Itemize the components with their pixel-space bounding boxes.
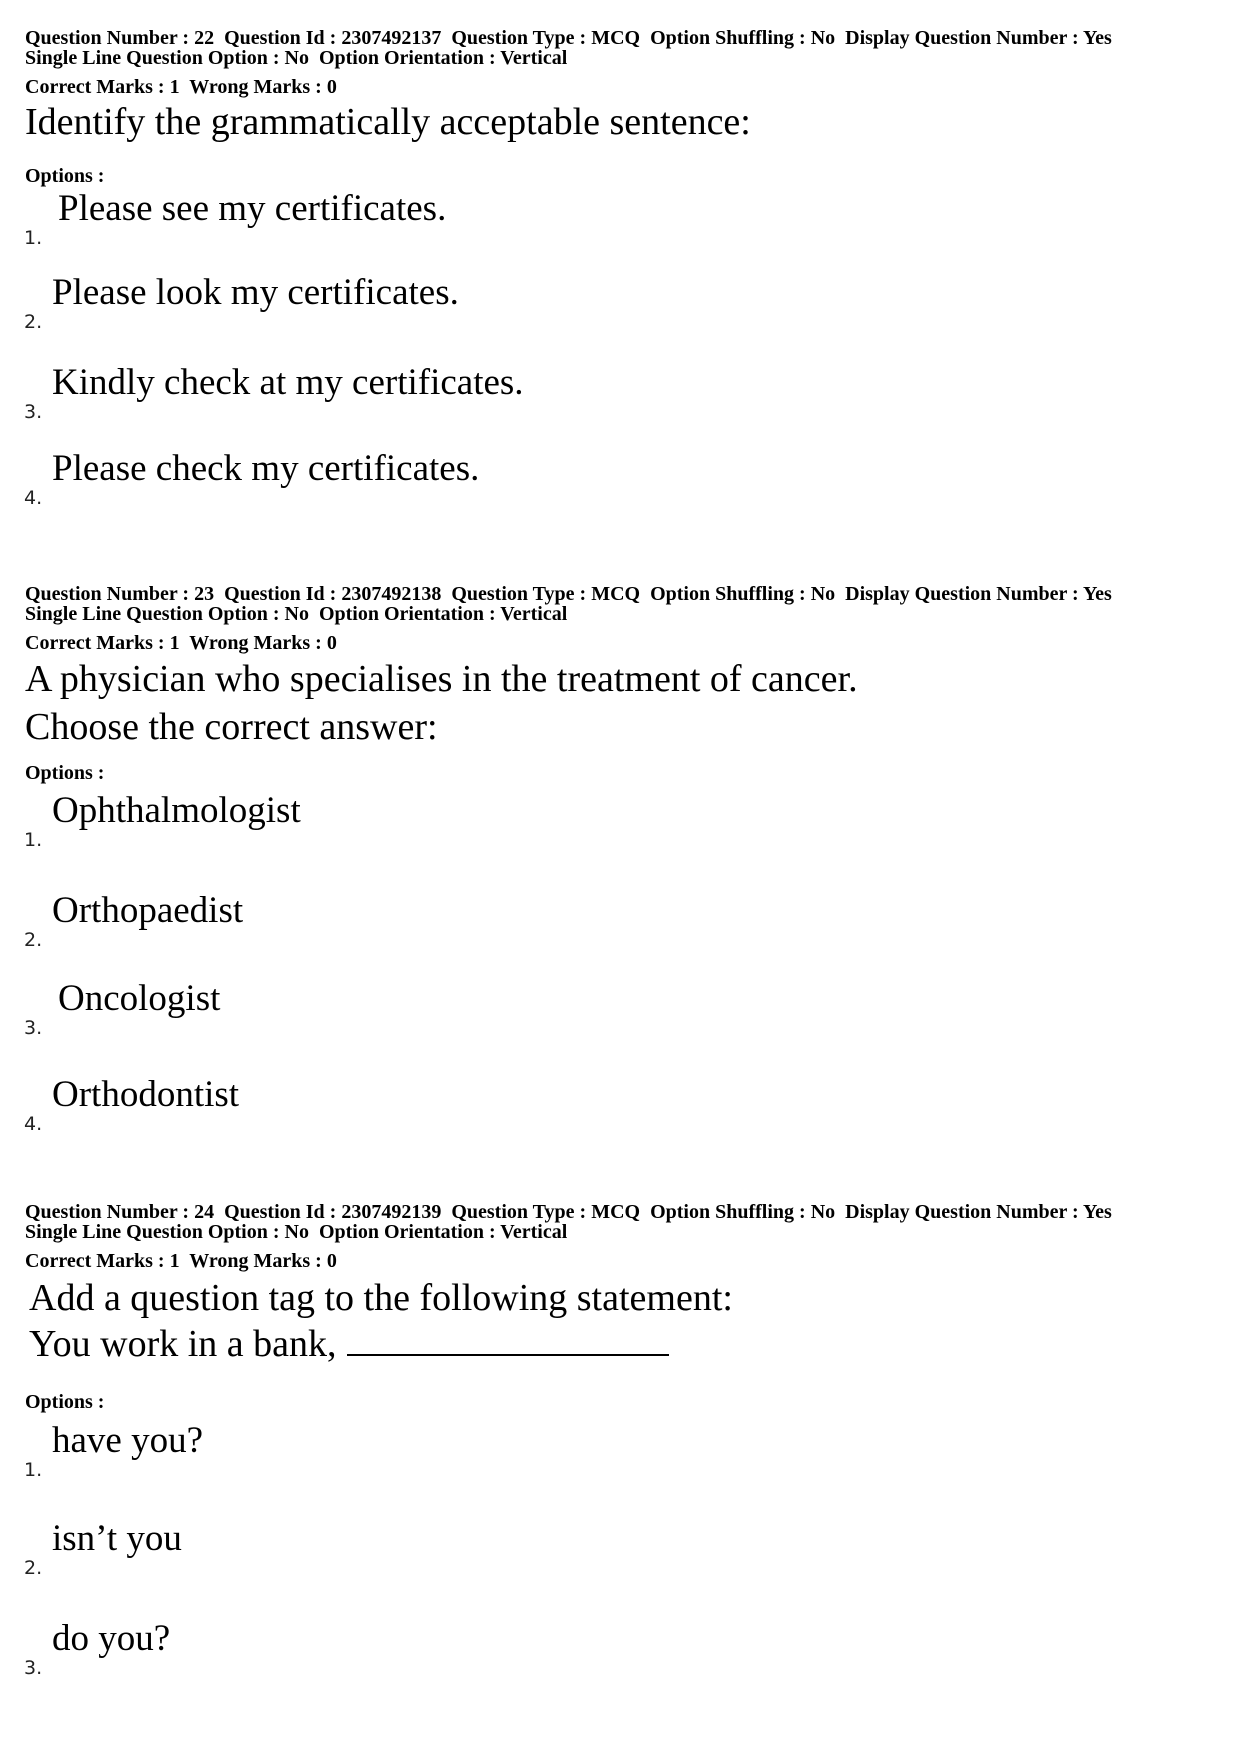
display-question-number: Yes	[1082, 583, 1112, 605]
question-stem-text: You work in a bank,	[29, 1323, 337, 1365]
wrong-marks: 0	[326, 76, 337, 98]
option-item[interactable]	[0, 890, 1240, 950]
label-wrong-marks: Wrong Marks :	[189, 632, 322, 654]
option-number: 2.	[24, 1557, 43, 1579]
option-number: 4.	[24, 1113, 43, 1135]
option-item[interactable]	[0, 1420, 1240, 1480]
label-correct-marks: Correct Marks :	[25, 632, 165, 654]
question-meta-line-1	[25, 28, 1112, 48]
option-item[interactable]	[0, 272, 1240, 332]
question-meta-line-1	[25, 584, 1112, 604]
label-display-question-number: Display Question Number :	[845, 27, 1079, 49]
label-option-shuffling: Option Shuffling :	[650, 583, 806, 605]
options-label: Options :	[25, 1391, 105, 1413]
question-meta-line-1	[25, 1202, 1112, 1222]
label-orientation: Option Orientation :	[318, 47, 496, 69]
label-question-number: Question Number :	[25, 583, 190, 605]
marks-line	[25, 633, 337, 653]
option-text: Ophthalmologist	[52, 790, 301, 831]
label-question-id: Question Id :	[224, 1201, 337, 1223]
question-number: 24	[194, 1201, 215, 1223]
option-text: isn’t you	[52, 1518, 182, 1559]
label-question-id: Question Id :	[224, 27, 337, 49]
option-text: do you?	[52, 1618, 171, 1659]
option-number: 1.	[24, 227, 43, 249]
question-type: MCQ	[591, 583, 641, 605]
question-stem-line: Identify the grammatically acceptable sentence:	[25, 101, 751, 143]
option-item[interactable]	[0, 188, 1240, 248]
label-display-question-number: Display Question Number :	[845, 1201, 1079, 1223]
correct-marks: 1	[169, 76, 180, 98]
question-meta-line-2	[25, 1222, 567, 1242]
question-stem-line: A physician who specialises in the treatment of cancer.	[25, 658, 858, 700]
label-question-number: Question Number :	[25, 1201, 190, 1223]
option-item[interactable]	[0, 1618, 1240, 1678]
label-single-line: Single Line Question Option :	[25, 1221, 280, 1243]
label-question-type: Question Type :	[451, 583, 587, 605]
option-shuffling: No	[810, 27, 836, 49]
options-label: Options :	[25, 762, 105, 784]
option-text: Orthodontist	[52, 1074, 240, 1115]
label-question-type: Question Type :	[451, 1201, 587, 1223]
label-wrong-marks: Wrong Marks :	[189, 1250, 322, 1272]
option-number: 2.	[24, 311, 43, 333]
question-type: MCQ	[591, 27, 641, 49]
question-number: 22	[194, 27, 215, 49]
label-question-id: Question Id :	[224, 583, 337, 605]
question-number: 23	[194, 583, 215, 605]
correct-marks: 1	[169, 1250, 180, 1272]
orientation-value: Vertical	[500, 47, 568, 69]
label-correct-marks: Correct Marks :	[25, 1250, 165, 1272]
question-id: 2307492139	[341, 1201, 442, 1223]
label-option-shuffling: Option Shuffling :	[650, 1201, 806, 1223]
option-number: 4.	[24, 487, 43, 509]
label-wrong-marks: Wrong Marks :	[189, 76, 322, 98]
display-question-number: Yes	[1082, 1201, 1112, 1223]
option-item[interactable]	[0, 448, 1240, 508]
label-orientation: Option Orientation :	[318, 1221, 496, 1243]
display-question-number: Yes	[1082, 27, 1112, 49]
option-text: Please see my certificates.	[58, 188, 447, 229]
label-question-number: Question Number :	[25, 27, 190, 49]
question-id: 2307492137	[341, 27, 442, 49]
marks-line	[25, 1251, 337, 1271]
option-text: Please look my certificates.	[52, 272, 459, 313]
option-text: Please check my certificates.	[52, 448, 480, 489]
option-number: 2.	[24, 929, 43, 951]
option-number: 1.	[24, 1459, 43, 1481]
label-single-line: Single Line Question Option :	[25, 47, 280, 69]
question-type: MCQ	[591, 1201, 641, 1223]
option-number: 3.	[24, 401, 43, 423]
option-item[interactable]	[0, 978, 1240, 1038]
orientation-value: Vertical	[500, 1221, 568, 1243]
orientation-value: Vertical	[500, 603, 568, 625]
question-stem-line: Choose the correct answer:	[25, 706, 438, 748]
option-item[interactable]	[0, 790, 1240, 850]
single-line-value: No	[284, 603, 309, 625]
option-number: 3.	[24, 1017, 43, 1039]
label-display-question-number: Display Question Number :	[845, 583, 1079, 605]
correct-marks: 1	[169, 632, 180, 654]
option-item[interactable]	[0, 362, 1240, 422]
label-option-shuffling: Option Shuffling :	[650, 27, 806, 49]
option-item[interactable]	[0, 1074, 1240, 1134]
single-line-value: No	[284, 47, 309, 69]
question-id: 2307492138	[341, 583, 442, 605]
wrong-marks: 0	[326, 1250, 337, 1272]
marks-line	[25, 77, 337, 97]
question-stem-line: Add a question tag to the following statement:	[29, 1277, 733, 1319]
wrong-marks: 0	[326, 632, 337, 654]
option-shuffling: No	[810, 1201, 836, 1223]
label-orientation: Option Orientation :	[318, 603, 496, 625]
label-correct-marks: Correct Marks :	[25, 76, 165, 98]
option-text: Kindly check at my certificates.	[52, 362, 524, 403]
question-meta-line-2	[25, 604, 567, 624]
option-item[interactable]	[0, 1518, 1240, 1578]
option-text: Orthopaedist	[52, 890, 244, 931]
question-stem-line-with-blank	[29, 1320, 669, 1368]
option-number: 3.	[24, 1657, 43, 1679]
option-number: 1.	[24, 829, 43, 851]
options-label: Options :	[25, 165, 105, 187]
single-line-value: No	[284, 1221, 309, 1243]
option-text: have you?	[52, 1420, 204, 1461]
label-question-type: Question Type :	[451, 27, 587, 49]
option-shuffling: No	[810, 583, 836, 605]
question-meta-line-2	[25, 48, 567, 68]
option-text: Oncologist	[58, 978, 221, 1019]
answer-blank	[347, 1324, 669, 1356]
label-single-line: Single Line Question Option :	[25, 603, 280, 625]
